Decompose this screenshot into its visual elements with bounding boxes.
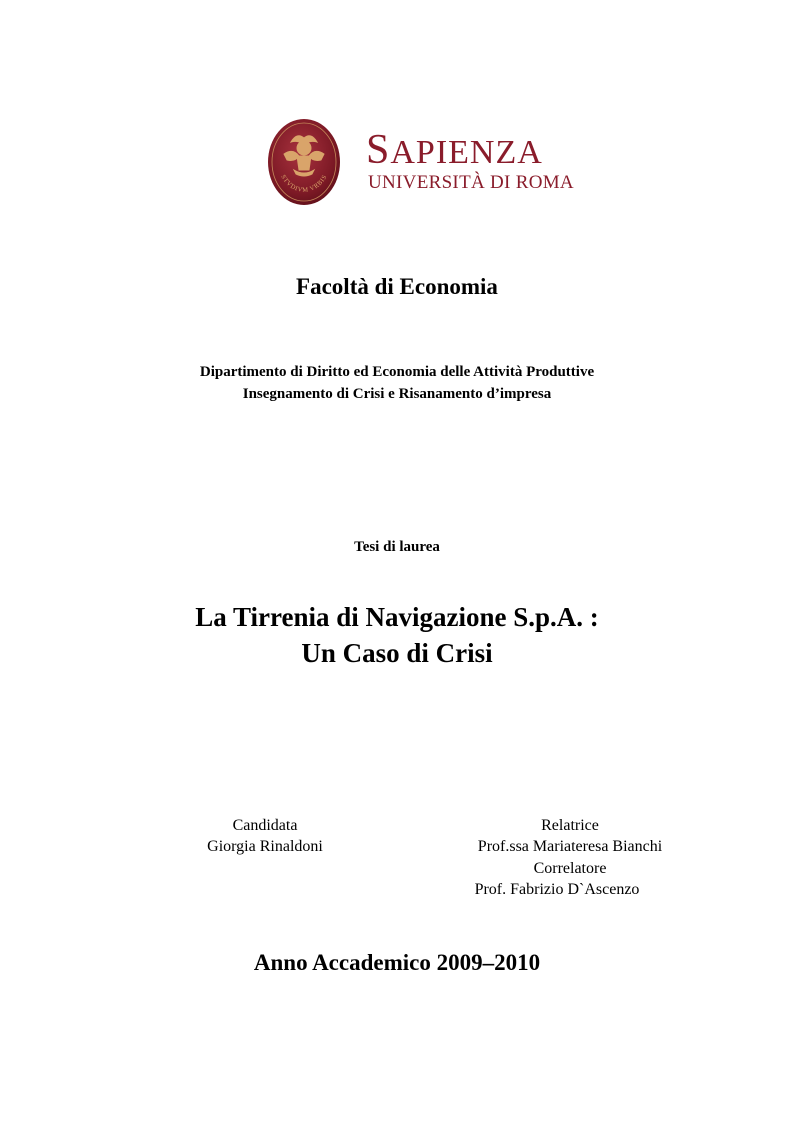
candidate-name: Giorgia Rinaldoni <box>207 838 323 855</box>
course-line: Insegnamento di Crisi e Risanamento d’impresa <box>242 386 552 402</box>
university-name-initial: S <box>366 127 391 173</box>
thesis-type: Tesi di laurea <box>354 539 440 555</box>
faculty-heading: Facoltà di Economia <box>296 274 498 299</box>
university-name <box>366 128 543 175</box>
cosupervisor-label: Correlatore <box>533 860 607 877</box>
cosupervisor-name: Prof. Fabrizio D`Ascenzo <box>474 881 640 898</box>
supervisor-name: Prof.ssa Mariateresa Bianchi <box>477 838 663 855</box>
department-line: Dipartimento di Diritto ed Economia delle Attività Produttive <box>199 364 595 380</box>
academic-year: Anno Accademico 2009–2010 <box>253 950 541 975</box>
university-name-rest: APIENZA <box>390 134 543 171</box>
thesis-title-line-1: La Tirrenia di Navigazione S.p.A. : <box>195 602 599 632</box>
thesis-title-line-2: Un Caso di Crisi <box>301 638 493 668</box>
svg-text:STVDIVM VRBIS: STVDIVM VRBIS <box>279 173 329 194</box>
candidate-label: Candidata <box>232 817 298 834</box>
university-seal-logo <box>267 118 341 206</box>
supervisor-label: Relatrice <box>541 817 599 834</box>
university-subtitle: UNIVERSITÀ DI ROMA <box>368 172 574 193</box>
